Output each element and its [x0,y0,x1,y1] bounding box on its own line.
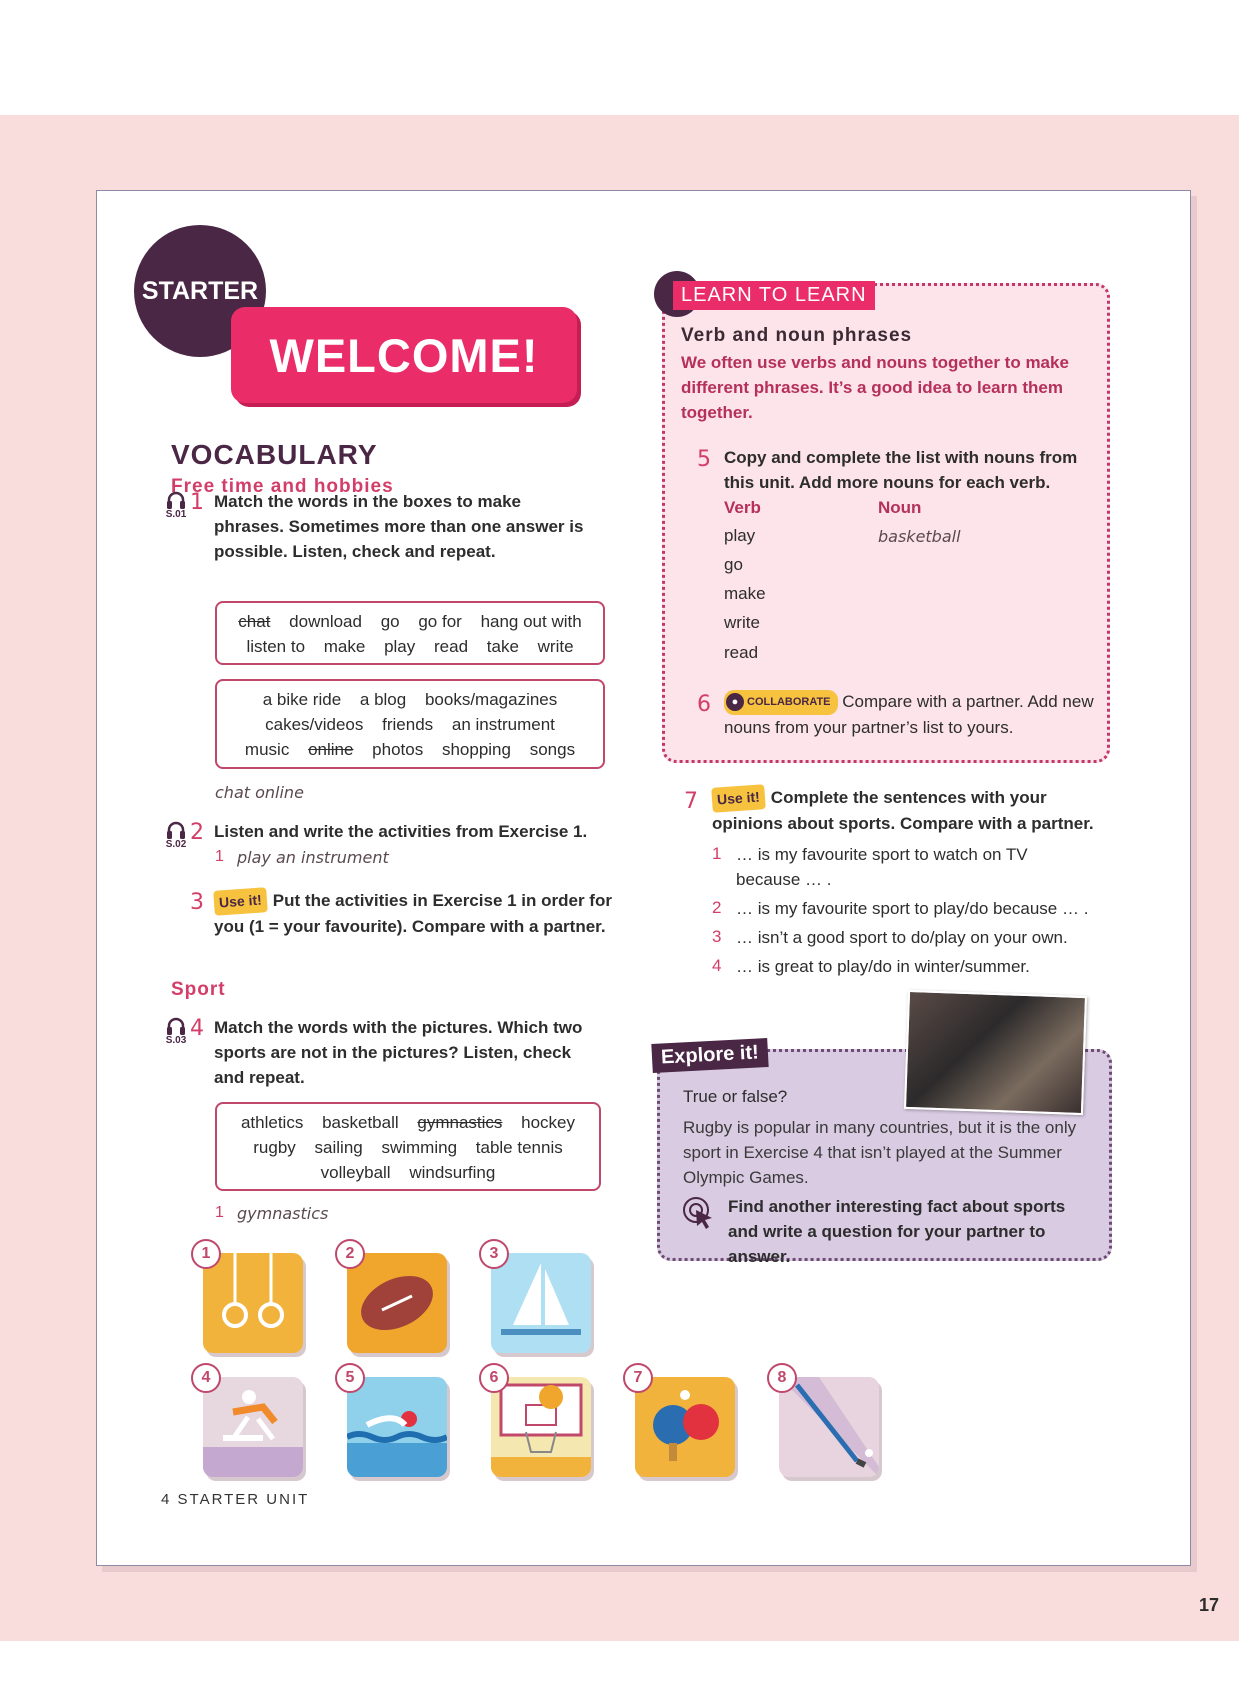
swimming-picture[interactable] [347,1377,447,1477]
noun-example: basketball [878,527,961,546]
word-chip: volleyball [320,1163,391,1182]
hockey-picture[interactable] [779,1377,879,1477]
hurdler-icon [203,1377,303,1477]
rugby-ball-icon [347,1253,447,1353]
sailboat-icon [491,1253,591,1353]
noun-word-box [215,679,605,769]
exercise-number: 3 [190,890,204,915]
audio-track-label: S.02 [165,839,187,850]
exercise-instruction: Match the words with the pictures. Which two sports are not in the pictures? Listen, check and repeat. [214,1018,583,1087]
table-tennis-picture[interactable] [635,1377,735,1477]
word-chip: chat [238,612,271,631]
picture-number-badge: 3 [479,1239,509,1269]
picture-number-badge: 5 [335,1363,365,1393]
word-chip: table tennis [475,1138,563,1157]
picture-number-badge: 4 [191,1363,221,1393]
example-answer: gymnastics [237,1204,329,1223]
word-chip: friends [382,715,434,734]
sports-word-box [215,1102,601,1191]
athletics-picture[interactable] [203,1377,303,1477]
word-chip: take [486,637,519,656]
welcome-title: WELCOME! [269,328,539,382]
exercise-number: 6 [697,692,711,717]
item-number: 2 [712,898,722,917]
swimmer-icon [347,1377,447,1477]
word-chip: rugby [253,1138,296,1157]
sentence-item: … is my favourite sport to watch on TV because … . [736,845,1028,889]
picture-number-badge: 2 [335,1239,365,1269]
sentence-item: … isn’t a good sport to do/play on your own. [736,928,1068,947]
picture-number-badge: 7 [623,1363,653,1393]
sport-heading: Sport [171,979,226,1000]
sentence-item: … is my favourite sport to play/do because … . [736,899,1089,918]
audio-track-label: S.01 [165,509,187,520]
word-chip: listen to [246,637,306,656]
exercise-number: 4 [190,1016,204,1041]
exercise-number: 5 [697,447,711,472]
exercise-6-text: Compare with a partner. Add new nouns from your partner’s list to yours. [724,692,1094,738]
basketball-picture[interactable] [491,1377,591,1477]
explore-text: Rugby is popular in many countries, but it is the only sport in Exercise 4 that isn’t played at the Summer Olympic Games. [683,1118,1077,1187]
word-chip: basketball [322,1113,399,1132]
word-chip: an instrument [451,715,555,734]
word-chip: go for [418,612,462,631]
word-chip: athletics [240,1113,304,1132]
learn-to-learn-title: Verb and noun phrases [681,325,913,346]
page-footer: 4 STARTER UNIT [161,1491,310,1508]
item-number: 1 [712,844,722,863]
audio-track-label: S.03 [165,1035,187,1046]
noun-column-header: Noun [878,498,922,517]
item-number: 3 [712,927,722,946]
use-it-badge: Use it! [213,887,267,916]
explore-question: True or false? [683,1087,788,1106]
exercise-number: 7 [684,789,698,814]
verb-word-box [215,601,605,665]
exercise-number: 2 [190,820,204,845]
rings-icon [203,1253,303,1353]
verb-column-header: Verb [724,498,761,517]
verb-item: go [724,555,743,574]
word-chip: make [323,637,366,656]
explore-task: Find another interesting fact about sports and write a question for your partner to answer. [728,1197,1066,1266]
word-chip: hockey [521,1113,576,1132]
verb-item: write [724,613,760,632]
word-chip: play [384,637,416,656]
rugby-photo [904,990,1087,1115]
learn-to-learn-tag: LEARN TO LEARN [673,281,875,310]
word-chip: a blog [359,690,407,709]
picture-number-badge: 6 [479,1363,509,1393]
rugby-ball-picture[interactable] [347,1253,447,1353]
word-chip: download [289,612,362,631]
word-chip: swimming [381,1138,458,1157]
example-number: 1 [215,1204,224,1221]
sentence-item: … is great to play/do in winter/summer. [736,957,1030,976]
word-chip: music [244,740,290,759]
vocabulary-subheading: Free time and hobbies [171,476,394,497]
explore-it-tag: Explore it! [651,1038,768,1073]
headphones-icon[interactable] [163,1017,189,1046]
hockey-stick-icon [779,1377,879,1477]
word-chip: sailing [314,1138,363,1157]
verb-item: play [724,526,756,545]
use-it-badge: Use it! [711,784,765,813]
word-chip: gymnastics [417,1113,503,1132]
people-icon: ● [726,693,744,711]
starter-label: STARTER [141,276,259,305]
headphones-icon[interactable] [163,821,189,850]
word-chip: hang out with [480,612,582,631]
picture-number-badge: 8 [767,1363,797,1393]
word-chip: go [380,612,400,631]
word-chip: photos [372,740,424,759]
headphones-icon[interactable] [163,491,189,520]
example-number: 1 [215,848,224,865]
word-chip: shopping [441,740,511,759]
example-answer: play an instrument [237,848,389,867]
word-chip: cakes/videos [265,715,364,734]
gymnastics-rings-picture[interactable] [203,1253,303,1353]
verb-item: read [724,643,759,662]
collaborate-badge: ● COLLABORATE [724,690,838,715]
word-chip: online [308,740,354,759]
example-answer: chat online [215,783,304,802]
page-number: 17 [1198,1595,1219,1615]
word-chip: books/magazines [424,690,558,709]
exercise-instruction: Copy and complete the list with nouns from this unit. Add more nouns for each verb. [724,448,1078,492]
exercise-instruction: Use it! Complete the sentences with your opinions about sports. Compare with a partner. [712,785,1107,836]
learn-to-learn-text: We often use verbs and nouns together to make different phrases. It’s a good idea to learn them together. [681,353,1069,422]
exercise-instruction: Listen and write the activities from Exercise 1. [214,822,588,841]
vocabulary-heading: VOCABULARY [171,439,378,470]
verb-item: make [724,584,766,603]
word-chip: write [537,637,574,656]
basketball-hoop-icon [491,1377,591,1477]
exercise-instruction: Match the words in the boxes to make phrases. Sometimes more than one answer is possible. Listen, check and repeat. [214,492,584,561]
exercise-instruction: Use it! Put the activities in Exercise 1 in order for you (1 = your favourite). Compare with a partner. [214,888,614,939]
exercise-number: 1 [190,490,204,515]
sailing-picture[interactable] [491,1253,591,1353]
ping-pong-paddles-icon [635,1377,735,1477]
welcome-banner [231,307,577,403]
word-chip: read [434,637,469,656]
item-number: 4 [712,956,722,975]
word-chip: songs [529,740,576,759]
exercise-instruction [724,689,1099,740]
click-icon [682,1196,716,1235]
word-chip: windsurfing [409,1163,496,1182]
word-chip: a bike ride [262,690,342,709]
textbook-page [96,190,1191,1566]
picture-number-badge: 1 [191,1239,221,1269]
